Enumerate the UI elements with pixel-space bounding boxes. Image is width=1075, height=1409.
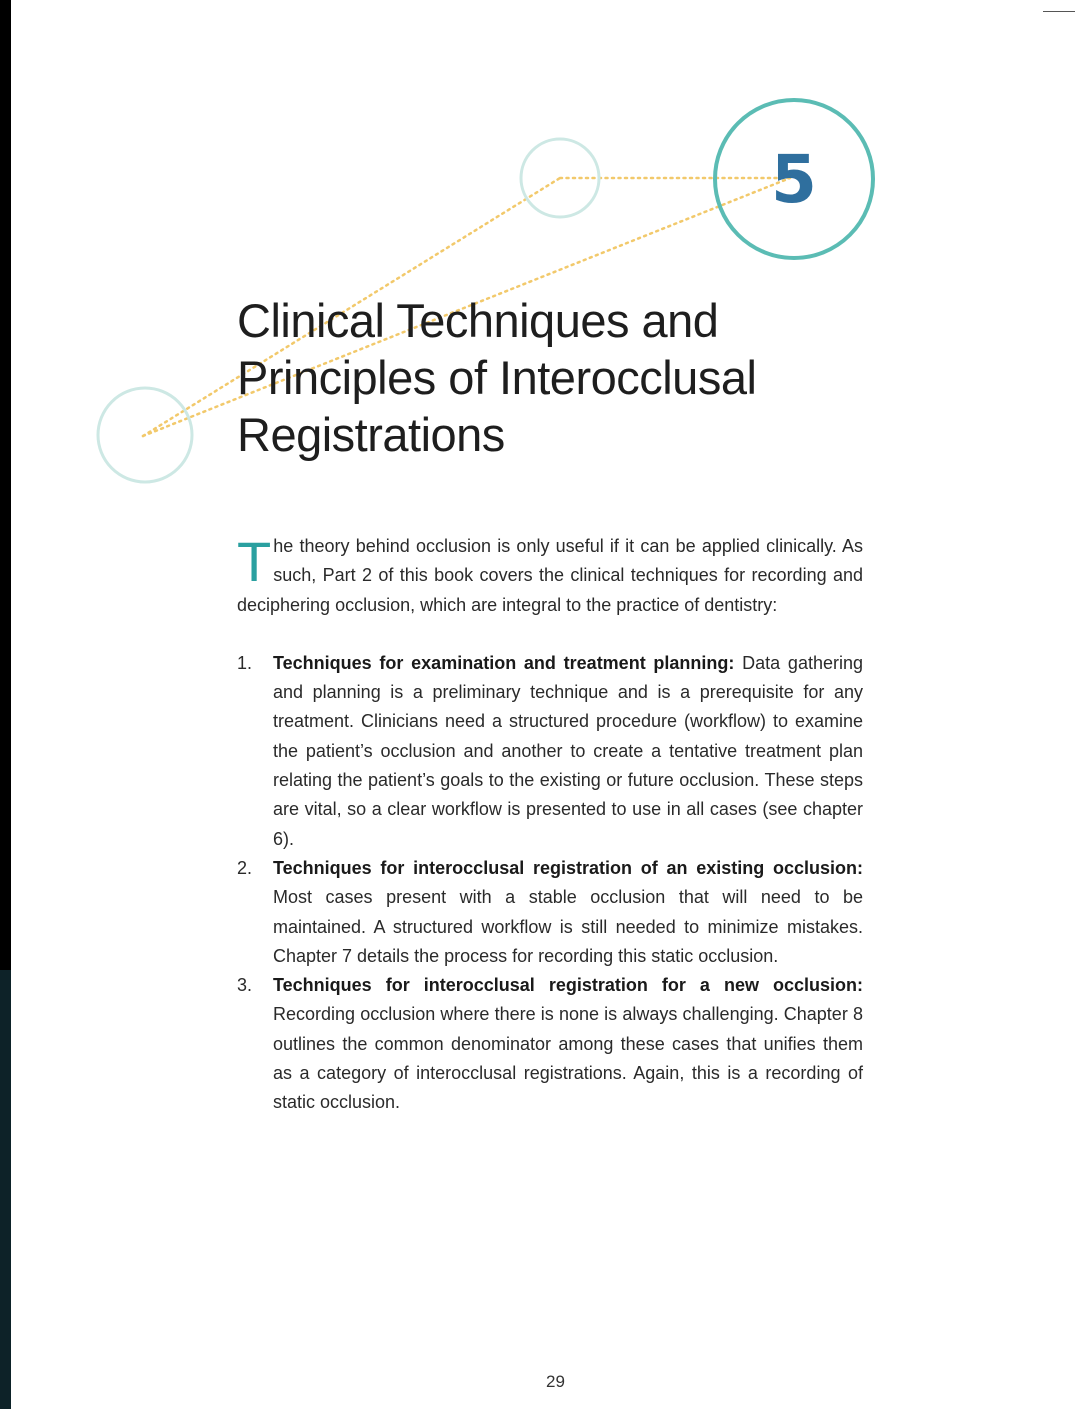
- list-item: [237, 971, 863, 1117]
- chapter-number: 5: [771, 141, 817, 218]
- chapter-title: Clinical Techniques and Principles of Interocclusal Registrations: [237, 294, 757, 461]
- intro-text: he theory behind occlusion is only useful if it can be applied clinically. As such, Part 2 of this book covers the clinical techniques for recording and deciphering occlusion, which are integral to the practice of dentistry:: [237, 536, 863, 615]
- technique-list: [237, 649, 863, 1118]
- list-item-heading: Techniques for interocclusal registration for a new occlusion:: [273, 975, 863, 996]
- page-number: 29: [546, 1372, 565, 1391]
- list-item-number: 3.: [237, 975, 253, 996]
- drop-cap: T: [237, 530, 272, 593]
- list-item-number: 2.: [237, 857, 253, 878]
- intro-paragraph: [237, 532, 863, 620]
- list-item-heading: Techniques for interocclusal registration of an existing occlusion:: [273, 857, 863, 878]
- body-text: [237, 532, 863, 1118]
- list-item-text: Recording occlusion where there is none is always challenging. Chapter 8 outlines the common denominator among these cases that unifies them as a category of interocclusal registrations. Again, this is a recording of static occlusion.: [273, 1004, 863, 1113]
- list-item: [237, 649, 863, 854]
- list-item: [237, 854, 863, 971]
- list-item-text: Most cases present with a stable occlusion that will need to be maintained. A structured workflow is still needed to minimize mistakes. Chapter 7 details the process for recording this static occlusion.: [273, 887, 863, 966]
- list-item-text: Data gathering and planning is a preliminary technique and is a prerequisite for any treatment. Clinicians need a structured procedure (workflow) to examine the patient’s occlusion and another to create a tentative treatment plan relating the patient’s goals to the existing or future occlusion. These steps are vital, so a clear workflow is presented to use in all cases (see chapter 6).: [273, 652, 863, 849]
- list-item-number: 1.: [237, 652, 253, 673]
- list-item-heading: Techniques for examination and treatment planning:: [273, 652, 735, 673]
